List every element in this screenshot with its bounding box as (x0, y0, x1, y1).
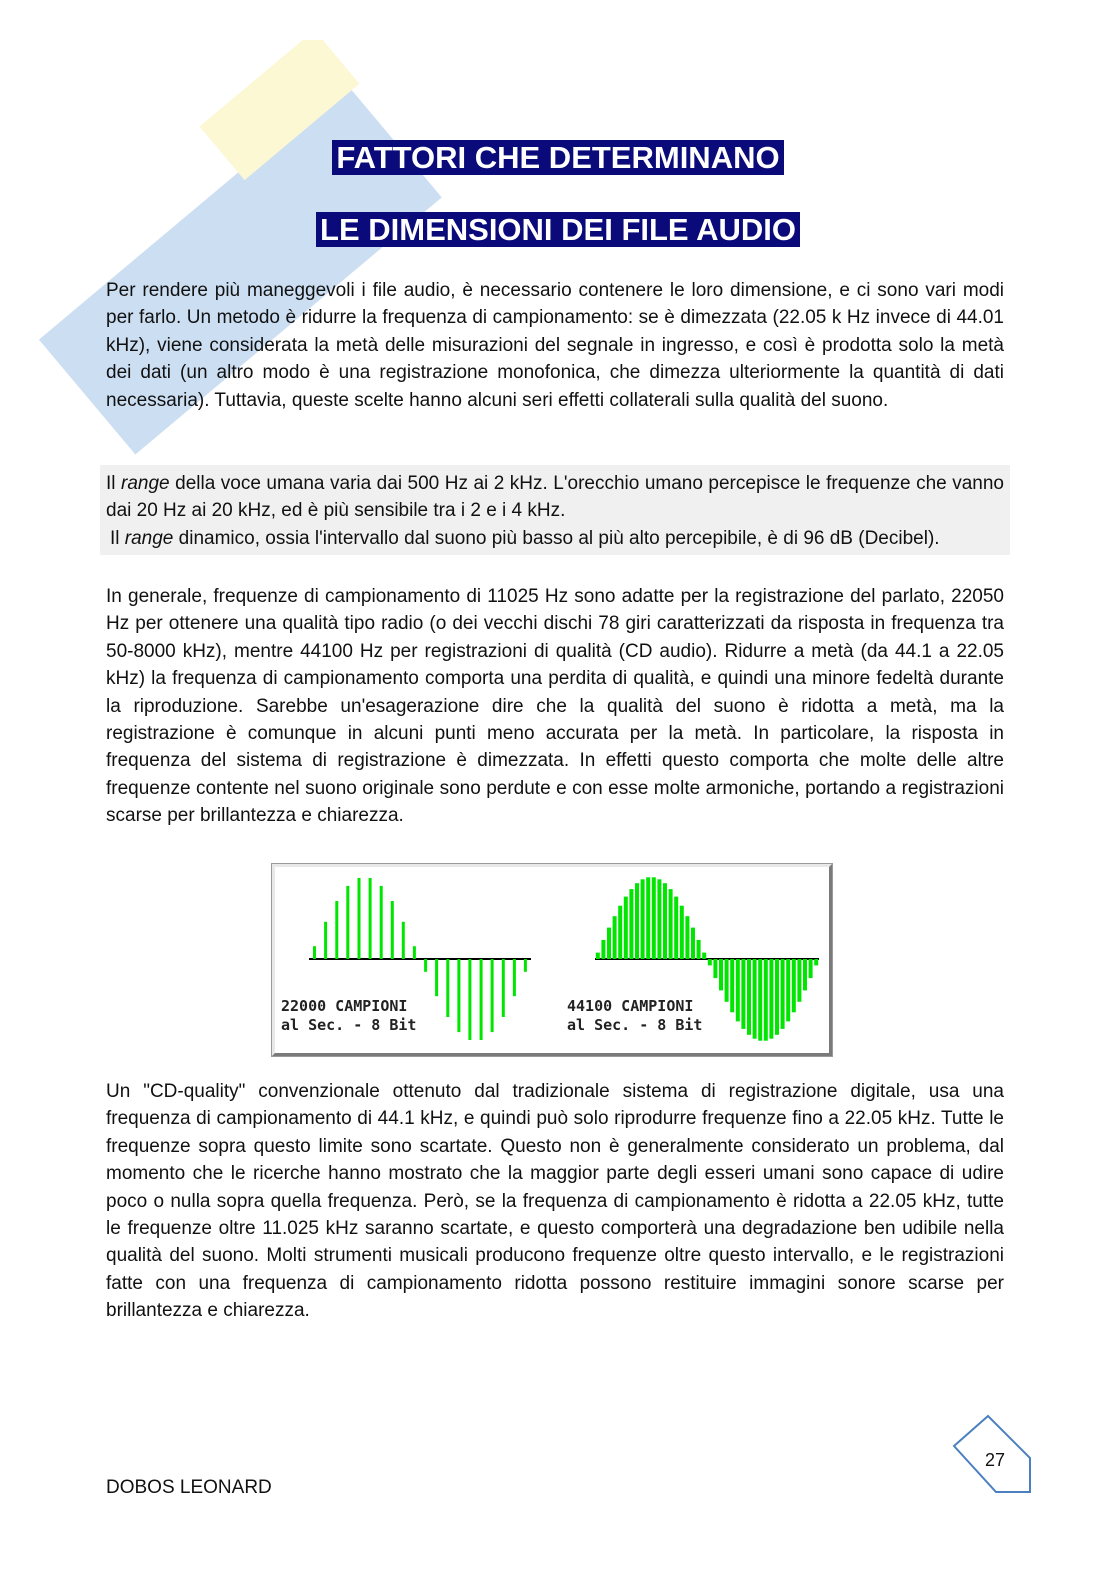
page-title-line-2: LE DIMENSIONI DEI FILE AUDIO (0, 208, 1116, 252)
left-wave-sample-bar (402, 922, 405, 959)
footer-author: DOBOS LEONARD (106, 1477, 272, 1498)
right-wave-sample-bar (646, 877, 650, 959)
right-wave-sample-bar (669, 889, 673, 959)
right-wave-sample-bar (775, 959, 779, 1035)
right-wave-sample-bar (641, 879, 645, 959)
right-wave-sample-bar (663, 883, 667, 959)
left-wave-sample-bar (502, 959, 505, 1017)
right-wave-sample-bar (685, 916, 689, 959)
left-wave-sample-bar (413, 946, 416, 959)
right-wave-sample-bar (736, 959, 740, 1021)
range-term: range (121, 473, 170, 494)
right-wave-sample-bar (635, 883, 639, 959)
right-wave-sample-bar (764, 959, 768, 1041)
left-wave-sample-bar (513, 959, 516, 996)
left-wave-sample-bar (480, 959, 483, 1040)
left-wave-sample-bar (380, 886, 383, 959)
page-number: 27 (984, 1450, 1006, 1470)
right-wave-sample-bar (814, 959, 818, 965)
left-wave-sample-bar (358, 878, 361, 959)
left-wave-sample-bar (335, 901, 338, 959)
right-wave-sample-bar (797, 959, 801, 1002)
right-wave-sample-bar (613, 916, 617, 959)
left-wave-sample-bar (446, 959, 449, 1017)
sampling-figure (272, 864, 832, 1056)
right-wave-sample-bar (713, 959, 717, 978)
right-wave-sample-bar (769, 959, 773, 1039)
right-wave-sample-bar (747, 959, 751, 1035)
right-wave-sample-bar (652, 877, 656, 959)
right-wave-sample-bar (702, 953, 706, 959)
paragraph-range: Il range della voce umana varia dai 500 Hz ai 2 kHz. L'orecchio umano percepisce le frequenze che vanno dai 20 Hz ai 20 kHz, ed è più sensibile tra i 2 e i 4 kHz. Il range dinamico, ossia l'intervallo dal suono più basso al più alto percepibile, è di 96 dB (Decibel). (106, 473, 1004, 549)
left-wave-sample-bar (391, 901, 394, 959)
right-wave-sample-bar (618, 906, 622, 959)
paragraph-sampling-rates: In generale, frequenze di campionamento di 11025 Hz sono adatte per la registrazione del parlato, 22050 Hz per ottenere una qualità tipo radio (o dei vecchi dischi 78 giri caratterizzati da risposta in frequenza tra 50-8000 kHz), mentre 44100 Hz per registrazioni di qualità (CD audio). Ridurre a metà (da 44.1 a 22.05 kHz) la frequenza di campionamento comporta una perdita di qualità, e quindi una minore fedeltà durante la riproduzione. Sarebbe un'esagerazione dire che la qualità del suono è ridotta a metà, ma la registrazione è comunque in alcuni punti meno accurata per la metà. In particolare, la risposta in frequenza del sistema di registrazione è dimezzata. In effetti questo comporta che molte delle altre frequenze contente nel suono originale sono perdute e con esse molte armoniche, portando a registrazioni scarse per brillantezza e chiarezza. (106, 586, 1004, 827)
right-wave-sample-bar (680, 906, 684, 959)
right-wave-sample-bar (725, 959, 729, 1002)
right-wave-sample-bar (730, 959, 734, 1012)
left-wave-sample-bar (424, 959, 427, 972)
right-wave-sample-bar (786, 959, 790, 1021)
caption-left: 22000 CAMPIONI al Sec. - 8 Bit (281, 997, 417, 1034)
right-wave-sample-bar (596, 953, 600, 959)
right-wave-sample-bar (708, 959, 712, 965)
left-wave-sample-bar (524, 959, 527, 972)
left-wave-sample-bar (435, 959, 438, 996)
right-wave-sample-bar (629, 889, 633, 959)
paragraph-intro: Per rendere più maneggevoli i file audio, è necessario contenere le loro dimensione, e ci sono vari modi per farlo. Un metodo è ridurre la frequenza di campionamento: se è dimezzata (22.05 k Hz invece di 44.01 kHz), viene considerata la metà delle misurazioni del segnale in ingresso, e così è prodotta solo la metà dei dati (un altro modo è una registrazione monofonica, che dimezza ulteriormente la quantità di dati necessaria). Tuttavia, queste scelte hanno alcuni seri effetti collaterali sulla qualità del suono. (106, 280, 1004, 411)
left-wave-sample-bar (369, 878, 372, 959)
right-wave-sample-bar (697, 940, 701, 959)
right-wave-sample-bar (803, 959, 807, 990)
right-wave-sample-bar (657, 879, 661, 959)
left-wave-sample-bar (313, 946, 316, 959)
right-wave-sample-bar (601, 940, 605, 959)
left-wave-sample-bar (457, 959, 460, 1032)
right-wave-sample-bar (758, 959, 762, 1041)
right-wave-sample-bar (753, 959, 757, 1039)
right-wave-sample-bar (741, 959, 745, 1029)
right-wave-sample-bar (624, 897, 628, 959)
left-wave-sample-bar (324, 922, 327, 959)
right-wave-sample-bar (792, 959, 796, 1012)
right-wave-sample-bar (719, 959, 723, 990)
right-wave-sample-bar (809, 959, 813, 978)
right-wave-sample-bar (691, 928, 695, 959)
right-wave-sample-bar (781, 959, 785, 1029)
left-wave-sample-bar (468, 959, 471, 1040)
paragraph-cd-quality: Un "CD-quality" convenzionale ottenuto dal tradizionale sistema di registrazione digitale, usa una frequenza di campionamento di 44.1 kHz, e quindi può solo riprodurre frequenze fino a 22.05 kHz. Tutte le frequenze sopra questo limite sono scartate. Questo non è generalmente considerato un problema, dal momento che le ricerche hanno mostrato che la maggior parte degli esseri umani sono capace di udire poco o nulla sopra quella frequenza. Però, se la frequenza di campionamento è ridotta a 22.05 kHz, tutte le frequenze oltre 11.025 kHz saranno scartate, e questo comporterà una degradazione ben udibile nella qualità del suono. Molti strumenti musicali producono frequenze oltre questo intervallo, e le registrazioni fatte con una frequenza di campionamento ridotta possono restituire immagini sonore scarse per brillantezza e chiarezza. (106, 1081, 1004, 1322)
left-wave-sample-bar (346, 886, 349, 959)
right-wave-sample-bar (674, 897, 678, 959)
page-title-line-1: FATTORI CHE DETERMINANO (0, 136, 1116, 180)
right-wave-sample-bar (607, 928, 611, 959)
left-wave-sample-bar (491, 959, 494, 1032)
caption-right: 44100 CAMPIONI al Sec. - 8 Bit (567, 997, 703, 1034)
range-term: range (124, 527, 174, 549)
